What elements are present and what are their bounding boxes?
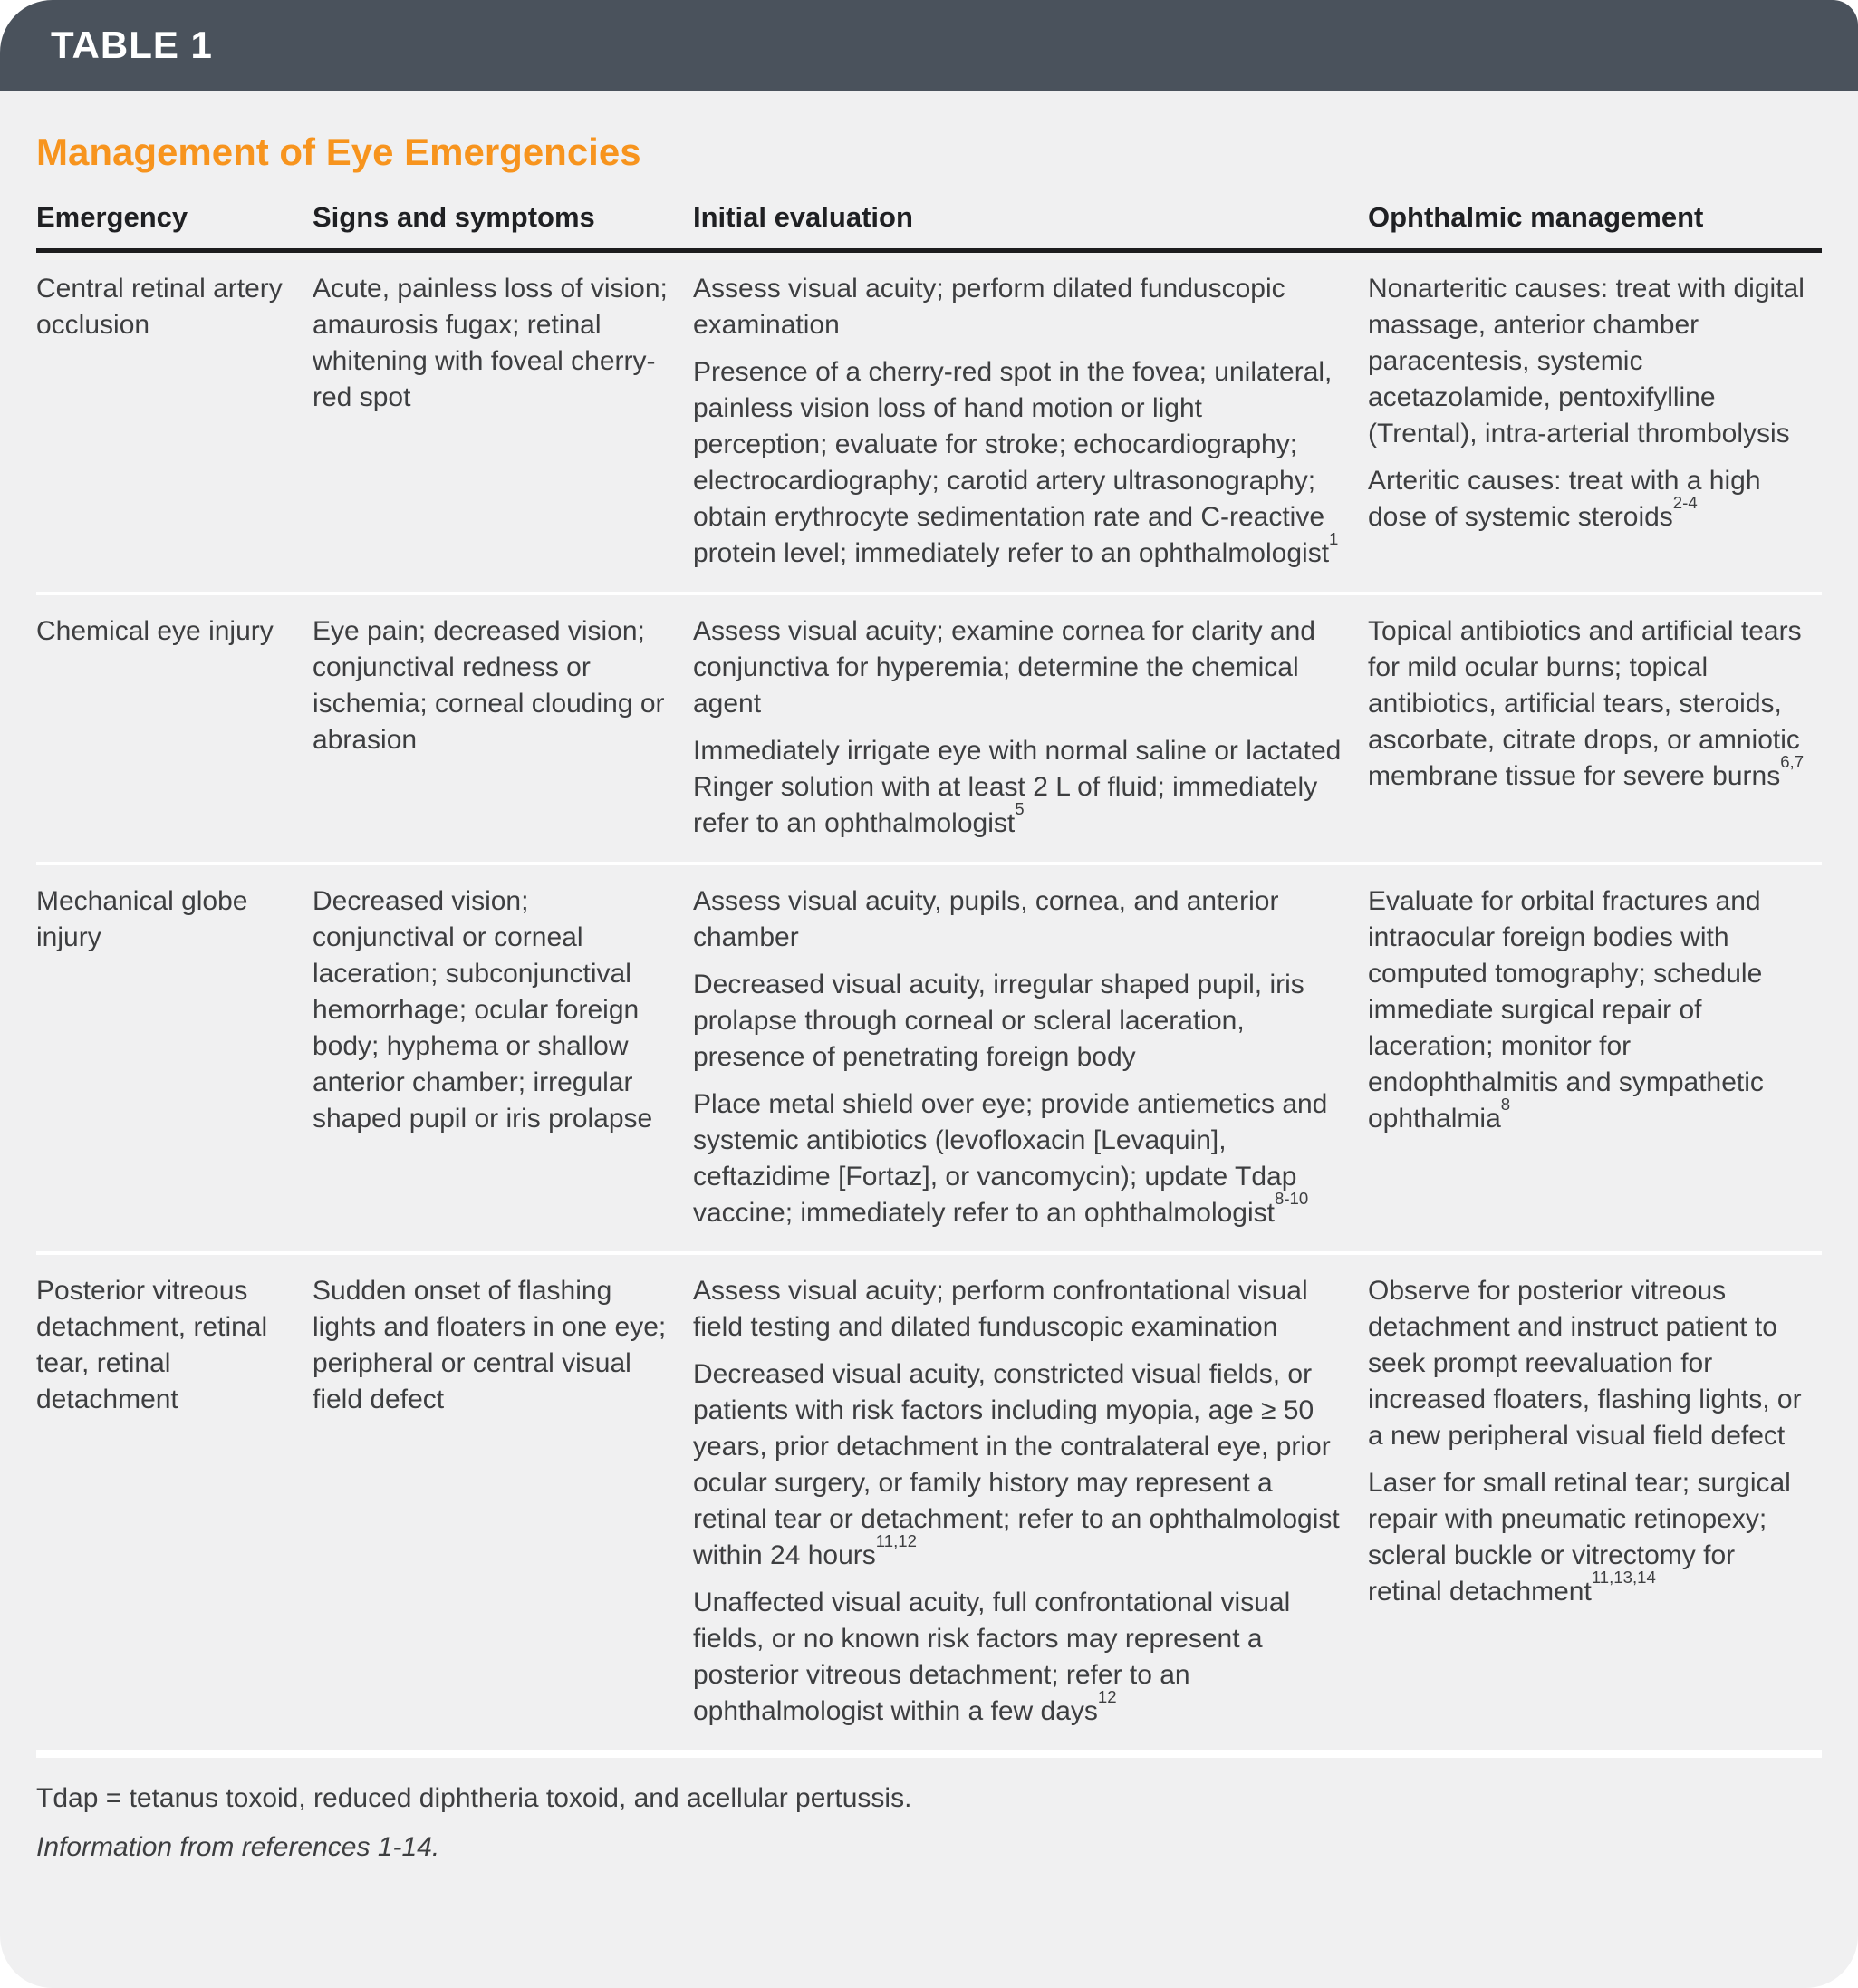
cell-signs	[313, 1273, 693, 1730]
cell-management	[1368, 613, 1822, 842]
column-header-management: Ophthalmic management	[1368, 201, 1704, 233]
paragraph-text: Immediately irrigate eye with normal saline or lactated Ringer solution with at least 2 L of fluid; immediately refer to an ophthalmologist	[693, 736, 1342, 838]
evaluation-paragraph	[693, 271, 1343, 343]
cell-emergency	[36, 271, 313, 572]
management-paragraph	[1368, 883, 1815, 1137]
management-paragraph	[1368, 1465, 1815, 1610]
paragraph-text: Assess visual acuity; perform confrontational visual field testing and dilated funduscopic examination	[693, 1276, 1308, 1342]
paragraph-text: Evaluate for orbital fractures and intraocular foreign bodies with computed tomography; schedule immediate surgical repair of laceration; monitor for endophthalmitis and sympathetic ophthalmia	[1368, 886, 1764, 1134]
paragraph-text: Decreased visual acuity, irregular shaped pupil, iris prolapse through corneal or scleral laceration, presence of penetrating foreign body	[693, 970, 1304, 1072]
cell-signs	[313, 271, 693, 572]
column-header-row	[36, 201, 1822, 253]
evaluation-paragraph	[693, 967, 1343, 1076]
reference-superscript: 6,7	[1780, 751, 1805, 771]
evaluation-paragraph	[693, 1356, 1343, 1574]
cell-signs	[313, 613, 693, 842]
reference-superscript: 8-10	[1274, 1188, 1309, 1208]
paragraph-text: Laser for small retinal tear; surgical repair with pneumatic retinopexy; scleral buckle or vitrectomy for retinal detachment	[1368, 1468, 1791, 1607]
table-header-bar	[0, 0, 1858, 91]
paragraph-text: Assess visual acuity, pupils, cornea, and anterior chamber	[693, 886, 1279, 952]
paragraph-text: Unaffected visual acuity, full confrontational visual fields, or no known risk factors may represent a posterior vitreous detachment; refer to an ophthalmologist within a few days	[693, 1588, 1291, 1726]
cell-management	[1368, 883, 1822, 1231]
reference-superscript: 5	[1015, 798, 1025, 818]
reference-superscript: 8	[1500, 1094, 1511, 1114]
table-row-chemical-eye-injury	[36, 595, 1822, 865]
cell-emergency	[36, 883, 313, 1231]
table-row-posterior-vitreous-detachment	[36, 1255, 1822, 1758]
signs-text: Sudden onset of flashing lights and floaters in one eye; peripheral or central visual field defect	[313, 1276, 667, 1414]
evaluation-paragraph	[693, 1273, 1343, 1346]
paragraph-text: Presence of a cherry-red spot in the fovea; unilateral, painless vision loss of hand motion or light perception; evaluate for stroke; echocardiography; electrocardiography; carotid artery ultrasonography; obtain erythrocyte sedimentation rate and C-reactive protein level; immediately refer to an ophthalmologist	[693, 357, 1333, 568]
paragraph-text: Assess visual acuity; examine cornea for clarity and conjunctiva for hyperemia; determine the chemical agent	[693, 616, 1315, 719]
emergency-name: Posterior vitreous detachment, retinal tear, retinal detachment	[36, 1276, 268, 1414]
table-label: TABLE 1	[51, 24, 213, 66]
cell-management	[1368, 1273, 1822, 1730]
table-body	[0, 91, 1858, 1988]
cell-evaluation	[693, 613, 1368, 842]
reference-superscript: 11,13,14	[1591, 1567, 1656, 1587]
reference-superscript: 12	[1097, 1686, 1117, 1706]
emergency-name: Chemical eye injury	[36, 616, 274, 646]
reference-superscript: 11,12	[875, 1530, 917, 1550]
cell-emergency	[36, 613, 313, 842]
paragraph-text: Arteritic causes: treat with a high dose of systemic steroids	[1368, 466, 1761, 532]
source-note: Information from references 1-14.	[36, 1832, 440, 1862]
cell-evaluation	[693, 1273, 1368, 1730]
column-header-emergency: Emergency	[36, 201, 188, 233]
paragraph-text: Nonarteritic causes: treat with digital massage, anterior chamber paracentesis, systemic acetazolamide, pentoxifylline (Trental), intra-arterial thrombolysis	[1368, 274, 1805, 449]
table-title: Management of Eye Emergencies	[36, 130, 641, 173]
reference-superscript: 2-4	[1672, 492, 1698, 512]
paragraph-text: Assess visual acuity; perform dilated funduscopic examination	[693, 274, 1285, 340]
cell-management	[1368, 271, 1822, 572]
cell-emergency	[36, 1273, 313, 1730]
table-row-mechanical-globe-injury	[36, 865, 1822, 1255]
paragraph-text: Place metal shield over eye; provide antiemetics and systemic antibiotics (levofloxacin [Levaquin], ceftazidime [Fortaz], or vancomycin); update Tdap vaccine; immediately refer to an ophthalmologist	[693, 1089, 1328, 1228]
signs-text: Acute, painless loss of vision; amaurosis fugax; retinal whitening with foveal cherry-red spot	[313, 274, 668, 412]
emergency-name: Central retinal artery occlusion	[36, 274, 283, 340]
management-paragraph	[1368, 1273, 1815, 1454]
management-paragraph	[1368, 271, 1815, 452]
table-row-central-retinal-artery-occlusion	[36, 253, 1822, 595]
evaluation-paragraph	[693, 1086, 1343, 1231]
signs-text: Decreased vision; conjunctival or corneal laceration; subconjunctival hemorrhage; ocular foreign body; hyphema or shallow anterior chamber; irregular shaped pupil or iris prolapse	[313, 886, 653, 1134]
evaluation-paragraph	[693, 613, 1343, 722]
column-header-signs: Signs and symptoms	[313, 201, 595, 233]
paragraph-text: Observe for posterior vitreous detachment and instruct patient to seek prompt reevaluation for increased floaters, flashing lights, or a new peripheral visual field defect	[1368, 1276, 1802, 1451]
cell-signs	[313, 883, 693, 1231]
abbreviation-note: Tdap = tetanus toxoid, reduced diphtheria toxoid, and acellular pertussis.	[36, 1783, 912, 1813]
table-footnotes	[36, 1758, 1822, 1883]
paragraph-text: Topical antibiotics and artificial tears for mild ocular burns; topical antibiotics, artificial tears, steroids, ascorbate, citrate drops, or amniotic membrane tissue for severe burns	[1368, 616, 1802, 791]
paragraph-text: Decreased visual acuity, constricted visual fields, or patients with risk factors including myopia, age ≥ 50 years, prior detachment in the contralateral eye, prior ocular surgery, or family history may represent a retinal tear or detachment; refer to an ophthalmologist within 24 hours	[693, 1359, 1340, 1570]
cell-evaluation	[693, 271, 1368, 572]
reference-superscript: 1	[1329, 528, 1339, 548]
management-paragraph	[1368, 463, 1815, 536]
emergency-name: Mechanical globe injury	[36, 886, 248, 952]
evaluation-paragraph	[693, 733, 1343, 842]
column-header-evaluation: Initial evaluation	[693, 201, 913, 233]
evaluation-paragraph	[693, 883, 1343, 956]
cell-evaluation	[693, 883, 1368, 1231]
signs-text: Eye pain; decreased vision; conjunctival redness or ischemia; corneal clouding or abrasion	[313, 616, 665, 755]
evaluation-paragraph	[693, 354, 1343, 572]
management-paragraph	[1368, 613, 1815, 795]
evaluation-paragraph	[693, 1585, 1343, 1730]
